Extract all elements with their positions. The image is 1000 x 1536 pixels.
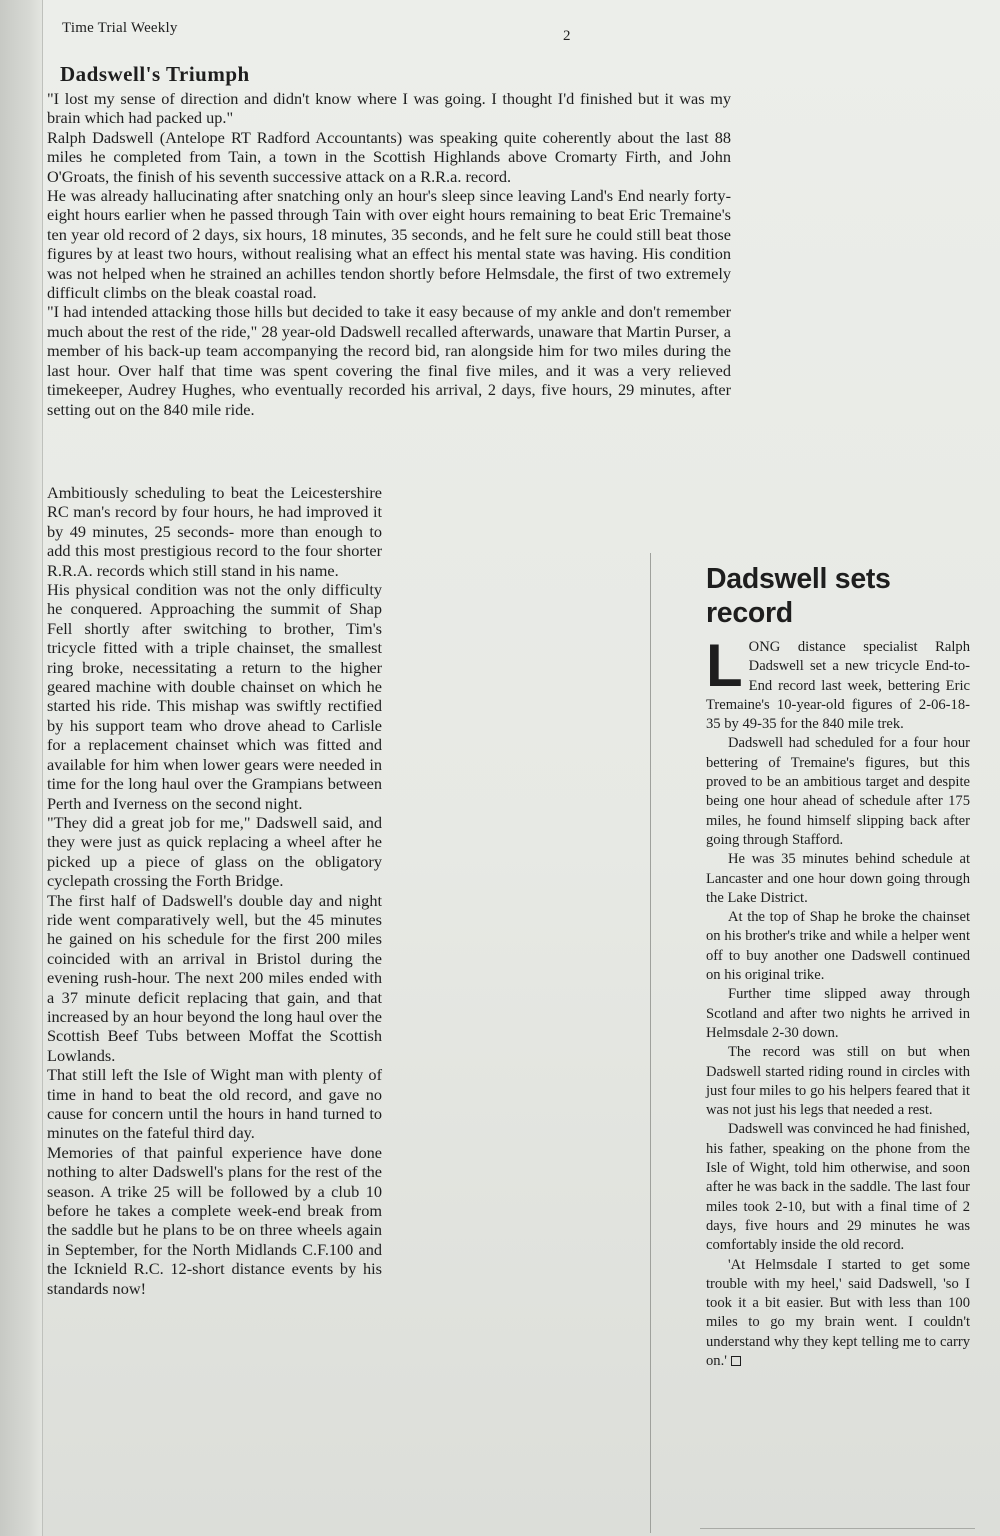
sidebar-paragraph: The record was still on but when Dadswell started riding round in circles with just four miles to go his helpers feared that it was not just his legs that needed a rest. xyxy=(706,1044,970,1119)
main-article-narrow-column xyxy=(47,483,382,1298)
sidebar-lead-paragraph xyxy=(706,632,970,734)
article-paragraph: "I had intended attacking those hills but decided to take it easy because of my ankle and don't remember much about the rest of the ride," 28 year-old Dadswell recalled afterwards, unaware that Martin Purser, a member of his back-up team accompanying the record bid, ran alongside him for two miles during the last hour. Over half that time was spent covering the final five miles, and it was a very relieved timekeeper, Audrey Hughes, who eventually recorded his arrival, 2 days, five hours, 29 minutes, after setting out on the 840 mile ride. xyxy=(47,302,731,419)
article-paragraph: Ralph Dadswell (Antelope RT Radford Accountants) was speaking quite coherently about the last 88 miles he completed from Tain, a town in the Scottish Highlands above Cromarty Firth, and John O'Groats, the finish of his seventh successive attack on a R.R.a. record. xyxy=(47,127,731,186)
main-article-title: Dadswell's Triumph xyxy=(60,62,250,86)
sidebar-paragraph-final xyxy=(706,1256,970,1372)
main-article-wide-column xyxy=(47,89,731,419)
sidebar-divider xyxy=(650,553,651,1533)
sidebar-bottom-rule xyxy=(700,1528,975,1529)
article-paragraph: He was already hallucinating after snatching only an hour's sleep since leaving Land's End nearly forty-eight hours earlier when he passed through Tain with over eight hours remaining to beat Eric Tremaine's ten year old record of 2 days, six hours, 18 minutes, 35 seconds, and he felt sure he could still beat those figures by at least two hours, without realising what an effect his mental state was having. His condition was not helped when he strained an achilles tendon shortly before Helmsdale, the first of two extremely difficult climbs on the bleak coastal road. xyxy=(47,186,731,303)
sidebar-paragraph: At the top of Shap he broke the chainset on his brother's trike and while a helper went off to buy another one Dadswell continued on his original trike. xyxy=(706,909,970,984)
article-paragraph: "I lost my sense of direction and didn't know where I was going. I thought I'd finished but it was my brain which had packed up." xyxy=(47,89,731,128)
article-paragraph: Memories of that painful experience have done nothing to alter Dadswell's plans for the rest of the season. A trike 25 will be followed by a club 10 before he takes a complete week-end break from the saddle but he plans to be on three wheels again in September, for the North Midlands C.F.100 and the Icknield R.C. 12-short distance events by his standards now! xyxy=(47,1142,382,1298)
article-paragraph: Ambitiously scheduling to beat the Leicestershire RC man's record by four hours, he had improved it by 49 minutes, 25 seconds- more than enough to add this most prestigious record to the four shorter R.R.A. records which still stand in his name. xyxy=(47,483,382,580)
publication-name: Time Trial Weekly xyxy=(62,20,178,36)
drop-cap: L xyxy=(706,632,743,699)
article-paragraph: His physical condition was not the only difficulty he conquered. Approaching the summit of Shap Fell shortly after switching to brother, Tim's tricycle fitted with a triple chainset, the smallest ring broke, necessitating a return to the higher geared machine with double chainset on which he started his ride. This mishap was swiftly rectified by his support team who drove ahead to Carlisle for a replacement chainset which was fitted and available for him when lower gears were needed in time for the long haul over the Grampians between Perth and Iverness on the second night. xyxy=(47,580,382,813)
binding-edge xyxy=(0,0,43,1536)
final-text: 'At Helmsdale I started to get some trouble with my heel,' said Dadswell, 'so I took it a bit easier. But with less than 100 miles to go my brain went. I couldn't understand why they kept telling me to carry on.' xyxy=(706,1256,970,1369)
end-mark-icon xyxy=(731,1356,741,1366)
sidebar-paragraph: He was 35 minutes behind schedule at Lancaster and one hour down going through the Lake District. xyxy=(706,851,970,906)
lead-text: ONG distance specialist Ralph Dadswell set a new tricycle End-to-End record last week, bettering Eric Tremaine's 10-year-old figures of 2-06-18-35 by 49-35 for the 840 mile trek. xyxy=(706,639,970,733)
article-paragraph: That still left the Isle of Wight man with plenty of time in hand to beat the old record, and gave no cause for concern until the hours in hand turned to minutes on the fateful third day. xyxy=(47,1065,382,1143)
sidebar-paragraph: Further time slipped away through Scotland and after two nights he arrived in Helmsdale 2-30 down. xyxy=(706,986,970,1041)
article-paragraph: "They did a great job for me," Dadswell said, and they were just as quick replacing a wheel after he picked up a piece of glass on the obligatory cyclepath crossing the Forth Bridge. xyxy=(47,812,382,891)
page-number: 2 xyxy=(563,28,571,44)
sidebar-article xyxy=(706,562,970,1371)
sidebar-paragraph: Dadswell had scheduled for a four hour bettering of Tremaine's figures, but this proved to be an ambitious target and despite being one hour ahead of schedule after 175 miles, he found himself slipping back after going through Stafford. xyxy=(706,735,970,848)
sidebar-paragraph: Dadswell was convinced he had finished, his father, speaking on the phone from the Isle of Wight, told him otherwise, and soon after he was back in the saddle. The last four miles took 2-10, but with a final time of 2 days, five hours and 29 minutes he was comfortably inside the old record. xyxy=(706,1121,970,1254)
article-paragraph: The first half of Dadswell's double day and night ride went comparatively well, but the 45 minutes he gained on his schedule for the first 200 miles coincided with an arrival in Bristol during the evening rush-hour. The next 200 miles ended with a 37 minute deficit replacing that gain, and that increased by an hour beyond the long haul over the Scottish Beef Tubs between Moffat the Scottish Lowlands. xyxy=(47,890,382,1065)
sidebar-article-body xyxy=(706,632,970,1371)
sidebar-article-title: Dadswell sets record xyxy=(706,563,891,629)
